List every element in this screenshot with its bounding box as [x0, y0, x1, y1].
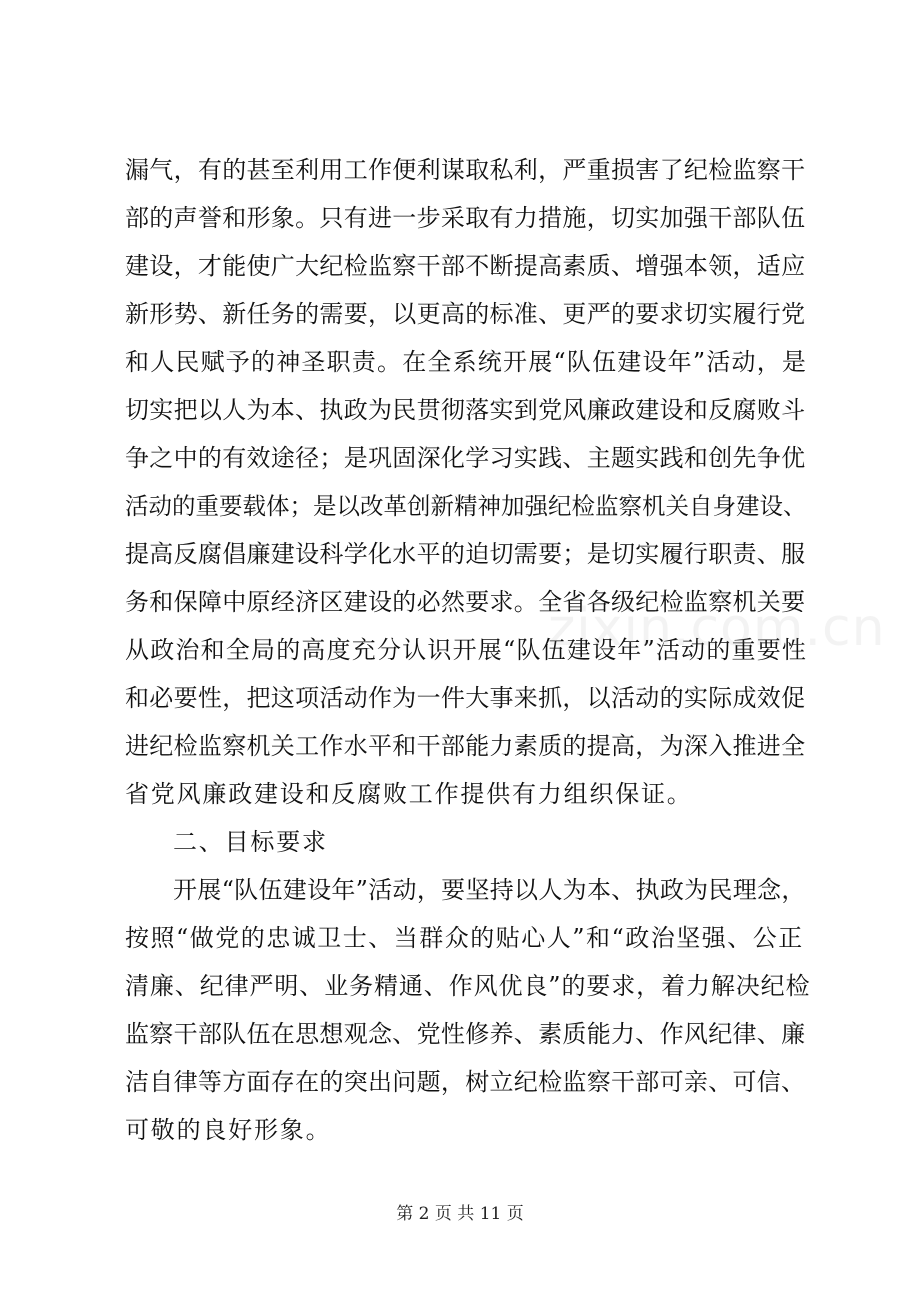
page-number-footer: 第 2 页 共 11 页 [396, 1204, 524, 1224]
text-line: 进纪检监察机关工作水平和干部能力素质的提高，为深入推进全 [125, 732, 806, 760]
text-line: 开展“队伍建设年”活动，要坚持以人为本、执政为民理念， [173, 876, 806, 904]
document-body [125, 146, 810, 1154]
text-line: 建设，才能使广大纪检监察干部不断提高素质、增强本领，适应 [125, 252, 806, 280]
text-line: 二、目标要求 [173, 828, 328, 856]
text-line: 漏气，有的甚至利用工作便利谋取私利，严重损害了纪检监察干 [125, 156, 806, 184]
text-line: 新形势、新任务的需要，以更高的标准、更严的要求切实履行党 [125, 300, 806, 328]
text-line: 切实把以人为本、执政为民贯彻落实到党风廉政建设和反腐败斗 [125, 396, 806, 424]
text-line: 活动的重要载体；是以改革创新精神加强纪检监察机关自身建设、 [125, 492, 807, 520]
text-line: 省党风廉政建设和反腐败工作提供有力组织保证。 [125, 780, 693, 808]
text-line: 按照“做党的忠诚卫士、当群众的贴心人”和“政治坚强、公正 [125, 924, 804, 952]
text-line: 提高反腐倡廉建设科学化水平的迫切需要；是切实履行职责、服 [125, 540, 806, 568]
text-line: 部的声誉和形象。只有进一步采取有力措施，切实加强干部队伍 [125, 204, 806, 232]
text-line: 和人民赋予的神圣职责。在全系统开展“队伍建设年”活动，是 [125, 348, 808, 376]
watermark: zixin.com.cn [548, 598, 886, 658]
text-line: 监察干部队伍在思想观念、党性修养、素质能力、作风纪律、廉 [125, 1020, 806, 1048]
text-line: 务和保障中原经济区建设的必然要求。全省各级纪检监察机关要 [125, 588, 806, 616]
text-line: 洁自律等方面存在的突出问题，树立纪检监察干部可亲、可信、 [125, 1068, 806, 1096]
text-line: 争之中的有效途径；是巩固深化学习实践、主题实践和创先争优 [125, 444, 806, 472]
text-line: 可敬的良好形象。 [125, 1116, 332, 1144]
text-line: 和必要性，把这项活动作为一件大事来抓，以活动的实际成效促 [125, 684, 806, 712]
text-line: 清廉、纪律严明、业务精通、作风优良”的要求，着力解决纪检 [125, 972, 811, 1000]
text-line: 从政治和全局的高度充分认识开展“队伍建设年”活动的重要性 [125, 636, 808, 664]
